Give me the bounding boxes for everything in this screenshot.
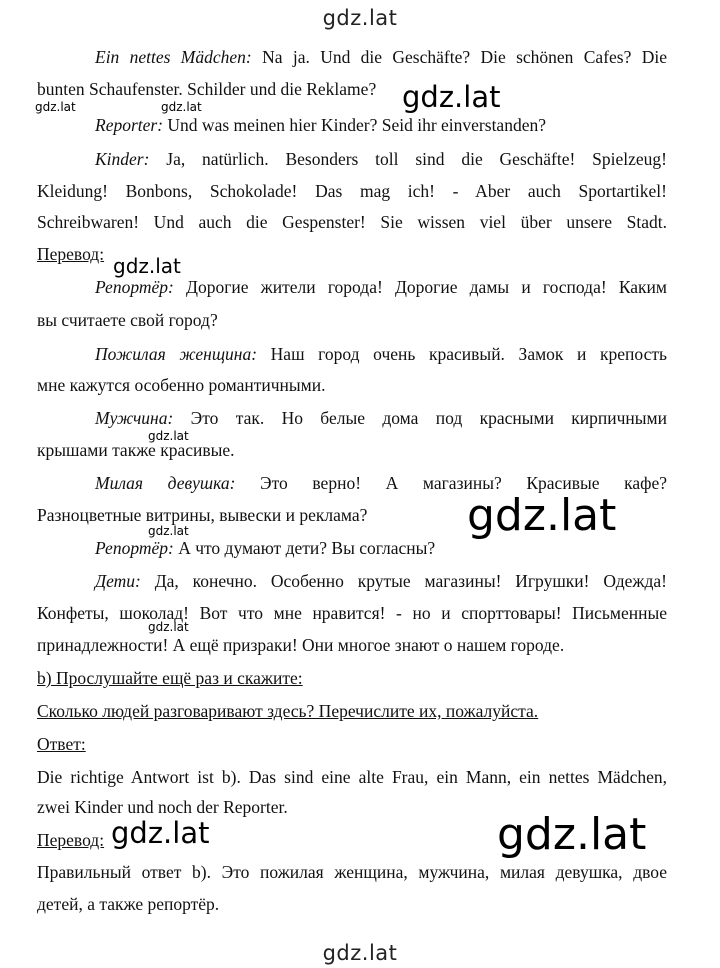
speaker-label: Пожилая женщина:	[95, 344, 258, 364]
speaker-label: Мужчина:	[95, 408, 174, 428]
watermark: gdz.lat	[161, 100, 202, 114]
dialogue-line	[95, 407, 667, 429]
dialogue-text: Да, конечно. Особенно крутые магазины! Игрушки! Одежда!	[140, 571, 667, 591]
dialogue-line: принадлежности! А ещё призраки! Они многое знают о нашем городе.	[37, 635, 565, 655]
watermark: gdz.lat	[148, 524, 189, 538]
watermark: gdz.lat	[35, 100, 76, 114]
speaker-label: Reporter:	[95, 115, 164, 135]
speaker-label: Репортёр:	[95, 538, 174, 558]
dialogue-text: Это так. Но белые дома под красными кирпичными	[173, 408, 667, 428]
dialogue-line: мне кажутся особенно романтичными.	[37, 375, 326, 395]
dialogue-line: вы считаете свой город?	[37, 310, 218, 330]
dialogue-text: Это верно! А магазины? Красивые кафе?	[235, 473, 667, 493]
watermark: gdz.lat	[497, 809, 647, 860]
dialogue-line	[95, 537, 435, 559]
dialogue-text: Ja, natürlich. Besonders toll sind die Geschäfte! Spielzeug!	[149, 149, 667, 169]
dialogue-text: Na ja. Und die Geschäfte? Die schönen Cafes? Die	[251, 47, 667, 67]
dialogue-line: Kleidung! Bonbons, Schokolade! Das mag ich! - Aber auch Sportartikel!	[37, 181, 667, 201]
section-heading: Перевод:	[37, 244, 105, 264]
translation-heading: Перевод:	[37, 830, 105, 850]
translation-text: Правильный ответ b). Это пожилая женщина, мужчина, милая девушка, двое	[37, 862, 667, 882]
speaker-label: Kinder:	[95, 149, 150, 169]
watermark: gdz.lat	[148, 620, 189, 634]
speaker-label: Милая девушка:	[95, 473, 236, 493]
dialogue-line	[95, 276, 667, 298]
watermark: gdz.lat	[402, 80, 501, 114]
watermark: gdz.lat	[148, 429, 189, 443]
header-watermark: gdz.lat	[322, 6, 398, 30]
dialogue-line: крышами также красивые.	[37, 440, 235, 460]
dialogue-line: Разноцветные витрины, вывески и реклама?	[37, 505, 368, 525]
task-question: Сколько людей разговаривают здесь? Перечислите их, пожалуйста.	[37, 701, 539, 721]
dialogue-text: Наш город очень красивый. Замок и крепость	[257, 344, 667, 364]
dialogue-line: bunten Schaufenster. Schilder und die Reklame?	[37, 79, 377, 99]
watermark: gdz.lat	[467, 490, 617, 541]
dialogue-text: Дорогие жители города! Дорогие дамы и господа! Каким	[173, 277, 667, 297]
answer-heading: Ответ:	[37, 734, 86, 754]
dialogue-text: Und was meinen hier Kinder? Seid ihr einverstanden?	[163, 115, 546, 135]
dialogue-line	[95, 148, 667, 170]
dialogue-text: А что думают дети? Вы согласны?	[173, 538, 436, 558]
dialogue-line: Schreibwaren! Und auch die Gespenster! Sie wissen viel über unsere Stadt.	[37, 212, 667, 232]
speaker-label: Ein nettes Mädchen:	[95, 47, 252, 67]
dialogue-line: Конфеты, шоколад! Вот что мне нравится! - но и спорттовары! Письменные	[37, 603, 667, 623]
task-heading: b) Прослушайте ещё раз и скажите:	[37, 668, 303, 688]
footer-watermark: gdz.lat	[322, 941, 398, 965]
dialogue-line	[95, 343, 667, 365]
watermark: gdz.lat	[111, 816, 210, 850]
answer-text: Die richtige Antwort ist b). Das sind eine alte Frau, ein Mann, ein nettes Mädchen,	[37, 767, 667, 787]
answer-text: zwei Kinder und noch der Reporter.	[37, 797, 288, 817]
watermark: gdz.lat	[113, 254, 181, 278]
dialogue-line	[95, 570, 667, 592]
dialogue-line	[95, 114, 546, 136]
dialogue-line	[95, 46, 667, 68]
speaker-label: Репортёр:	[95, 277, 174, 297]
speaker-label: Дети:	[95, 571, 141, 591]
translation-text: детей, а также репортёр.	[37, 894, 220, 914]
